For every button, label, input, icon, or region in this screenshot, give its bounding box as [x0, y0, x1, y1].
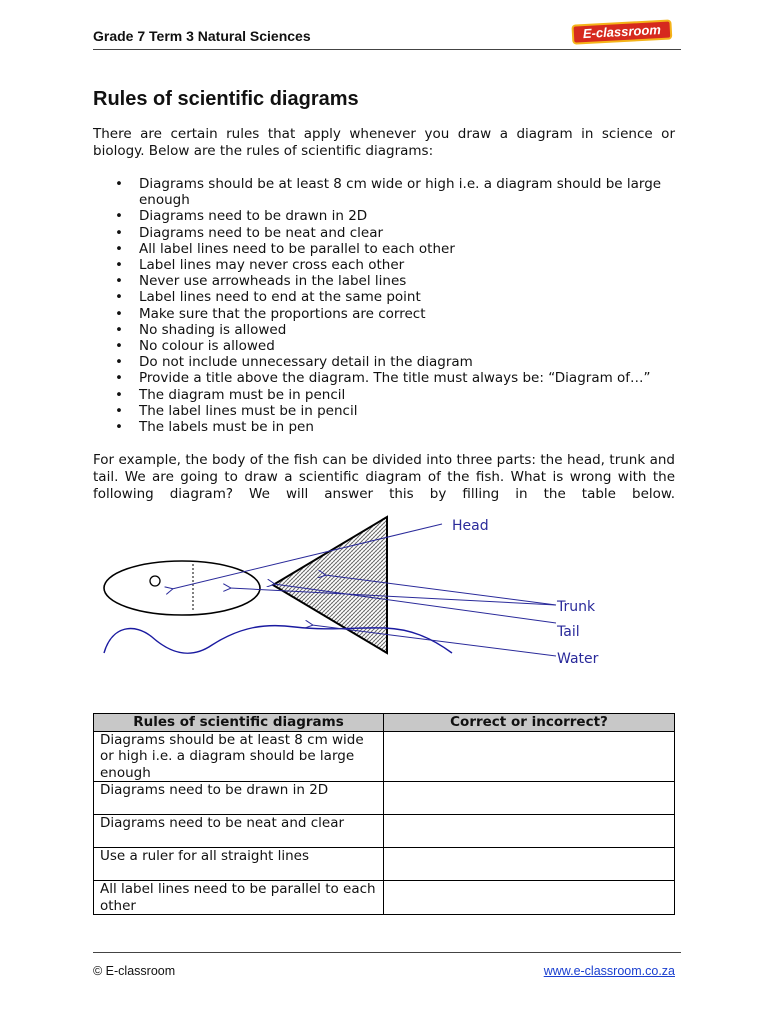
table-header-row — [94, 714, 675, 732]
rule-text: Diagrams should be at least 8 cm wide or high i.e. a diagram should be large enough — [139, 176, 662, 209]
footer-link[interactable]: www.e-classroom.co.za — [543, 964, 675, 978]
rule-text: Provide a title above the diagram. The title must always be: “Diagram of…” — [139, 370, 651, 387]
rule-text: No shading is allowed — [139, 321, 287, 338]
tail-label: Tail — [557, 624, 580, 640]
rule-item — [93, 322, 675, 338]
fish-diagram — [90, 505, 650, 680]
rules-table — [93, 713, 675, 915]
rule-text: The label lines must be in pencil — [139, 402, 358, 419]
rule-item — [93, 387, 675, 403]
rule-text: All label lines need to be parallel to each other — [139, 240, 455, 257]
answer-cell[interactable] — [384, 815, 675, 848]
example-paragraph: For example, the body of the fish can be divided into three parts: the head, trunk and tail. We are going to draw a scientific diagram of the fish. What is wrong with the following diagram? We will answer this by filling in the table below. — [93, 452, 675, 502]
rule-item — [93, 225, 675, 241]
bullet-icon: • — [115, 224, 123, 241]
intro-paragraph: There are certain rules that apply whenever you draw a diagram in science or biology. Below are the rules of scientific diagrams: — [93, 126, 675, 159]
answer-cell[interactable] — [384, 782, 675, 815]
rule-cell: Use a ruler for all straight lines — [94, 848, 384, 881]
rule-item — [93, 354, 675, 370]
rules-list — [93, 176, 675, 435]
water-label: Water — [557, 651, 599, 667]
rule-item — [93, 208, 675, 224]
bullet-icon: • — [115, 305, 123, 322]
rule-text: The diagram must be in pencil — [139, 386, 346, 403]
bullet-icon: • — [115, 338, 123, 355]
rule-item — [93, 306, 675, 322]
water-label-line — [312, 625, 556, 656]
rule-text: Never use arrowheads in the label lines — [139, 273, 407, 290]
footer-copyright: © E-classroom — [93, 964, 176, 978]
logo-badge — [571, 19, 672, 44]
rule-item — [93, 176, 675, 208]
answer-cell[interactable] — [384, 881, 675, 915]
bullet-icon: • — [115, 354, 123, 371]
table-row — [94, 731, 675, 782]
trunk-label-line-1 — [230, 588, 556, 605]
eclassroom-logo — [571, 19, 674, 48]
bullet-icon: • — [115, 240, 123, 257]
rule-text: Diagrams need to be neat and clear — [139, 224, 384, 241]
footer-divider — [93, 952, 681, 953]
bullet-icon: • — [115, 208, 123, 225]
bullet-icon: • — [115, 386, 123, 403]
bullet-icon: • — [115, 273, 123, 290]
bullet-icon: • — [115, 321, 123, 338]
rule-cell: All label lines need to be parallel to each other — [94, 881, 384, 915]
bullet-icon: • — [115, 370, 123, 387]
rule-cell: Diagrams need to be neat and clear — [94, 815, 384, 848]
rule-text: Diagrams need to be drawn in 2D — [139, 208, 368, 225]
page-title: Rules of scientific diagrams — [93, 88, 359, 110]
rule-text: The labels must be in pen — [139, 419, 314, 436]
bullet-icon: • — [115, 176, 123, 192]
table-row — [94, 881, 675, 915]
rule-item — [93, 273, 675, 289]
bullet-icon: • — [115, 419, 123, 436]
water-wave — [104, 626, 452, 654]
rule-item — [93, 257, 675, 273]
rule-item — [93, 403, 675, 419]
rule-text: Label lines may never cross each other — [139, 257, 405, 274]
rule-item — [93, 338, 675, 354]
table-row — [94, 782, 675, 815]
rule-cell: Diagrams need to be drawn in 2D — [94, 782, 384, 815]
fish-eye — [150, 576, 160, 586]
bullet-icon: • — [115, 257, 123, 274]
trunk-label: Trunk — [557, 599, 596, 615]
rule-text: Do not include unnecessary detail in the diagram — [139, 354, 473, 371]
table-row — [94, 848, 675, 881]
answer-cell[interactable] — [384, 731, 675, 782]
rule-item — [93, 370, 675, 386]
header-title: Grade 7 Term 3 Natural Sciences — [93, 28, 311, 44]
column-header-correct: Correct or incorrect? — [384, 714, 675, 732]
head-label: Head — [452, 518, 489, 534]
logo-text: E-classroom — [582, 22, 662, 42]
rule-cell: Diagrams should be at least 8 cm wide or high i.e. a diagram should be large enough — [94, 731, 384, 782]
bullet-icon: • — [115, 289, 123, 306]
rule-text: Label lines need to end at the same point — [139, 289, 421, 306]
rule-item — [93, 241, 675, 257]
column-header-rules: Rules of scientific diagrams — [94, 714, 384, 732]
bullet-icon: • — [115, 402, 123, 419]
table-row — [94, 815, 675, 848]
header-divider — [93, 49, 681, 50]
rule-text: No colour is allowed — [139, 338, 275, 355]
rule-item — [93, 289, 675, 305]
rule-text: Make sure that the proportions are correct — [139, 305, 426, 322]
answer-cell[interactable] — [384, 848, 675, 881]
rule-item — [93, 419, 675, 435]
